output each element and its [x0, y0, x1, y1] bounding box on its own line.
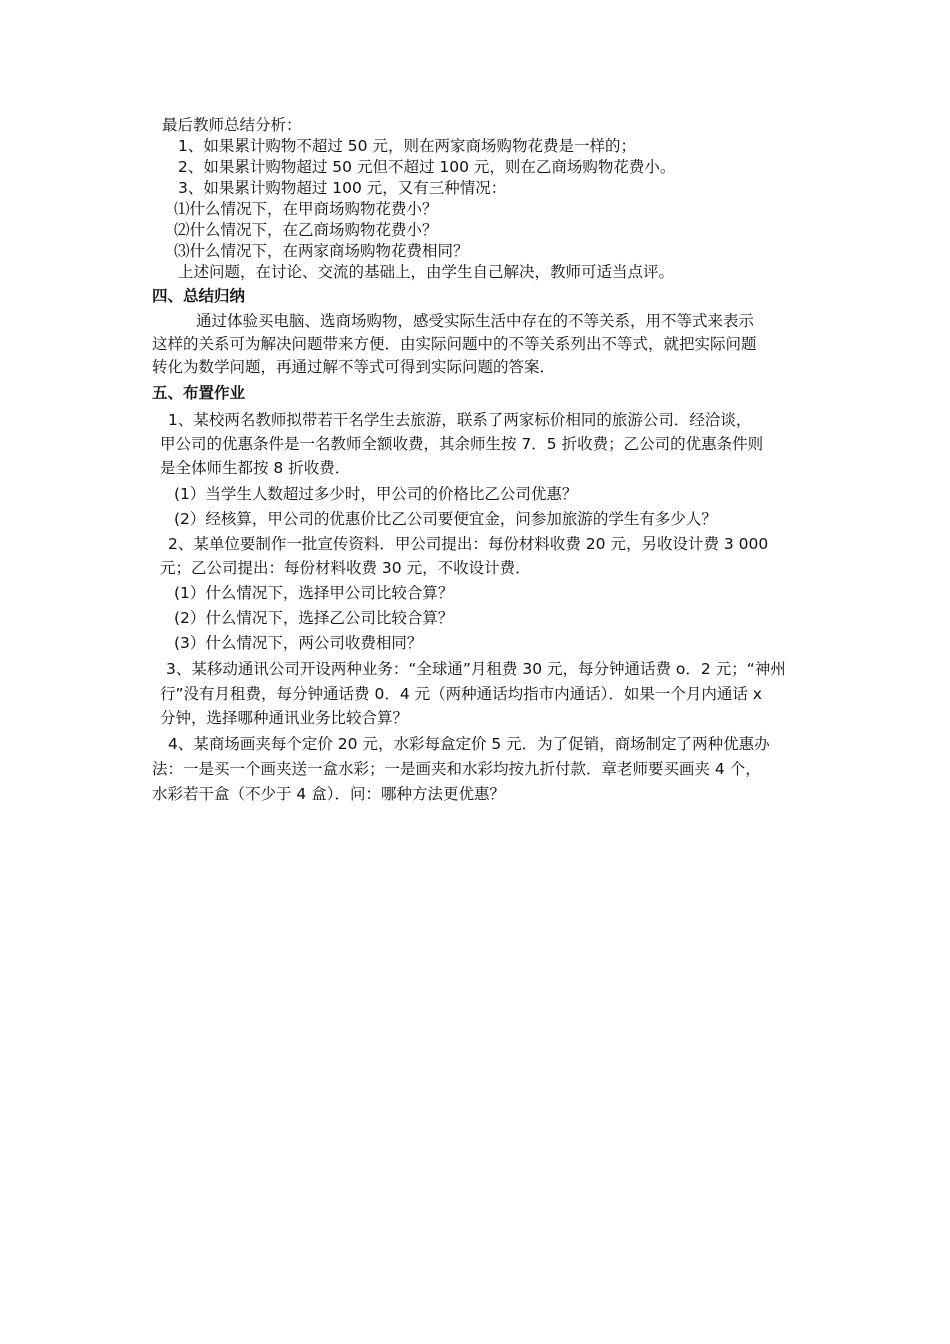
q4-line-2: 法：一是买一个画夹送一盒水彩；一是画夹和水彩均按九折付款．章老师要买画夹 4 个，	[152, 760, 761, 778]
summary-case-1: ⑴什么情况下，在甲商场购物花费小？	[174, 200, 438, 218]
section-4-line-1: 通过体验买电脑、选商场购物，感受实际生活中存在的不等关系，用不等式来表示	[196, 312, 755, 330]
q1-line-2: 甲公司的优惠条件是一名教师全额收费，其余师生按 7．5 折收费；乙公司的优惠条件则	[160, 435, 764, 453]
summary-item-2: 2、如果累计购物超过 50 元但不超过 100 元，则在乙商场购物花费小。	[178, 158, 676, 176]
q3-line-1: 3、某移动通讯公司开设两种业务：“全球通”月租费 30 元，每分钟通话费 o．2 元；“神州	[166, 660, 786, 678]
q1-sub-2: (2）经核算，甲公司的优惠价比乙公司要便宜金，问参加旅游的学生有多少人？	[174, 510, 717, 528]
summary-item-1: 1、如果累计购物不超过 50 元，则在两家商场购物花费是一样的；	[178, 137, 636, 155]
q4-line-3: 水彩若干盒（不少于 4 盒）．问：哪种方法更优惠？	[152, 785, 505, 803]
summary-note: 上述问题，在讨论、交流的基础上，由学生自己解决，教师可适当点评。	[178, 263, 675, 281]
summary-item-3: 3、如果累计购物超过 100 元，又有三种情况：	[178, 179, 507, 197]
q2-sub-3: (3）什么情况下，两公司收费相同？	[174, 634, 423, 652]
q2-sub-1: (1）什么情况下，选择甲公司比较合算？	[174, 584, 454, 602]
q2-line-2: 元；乙公司提出：每份材料收费 30 元，不收设计费．	[160, 559, 531, 577]
summary-case-2: ⑵什么情况下，在乙商场购物花费小？	[174, 221, 438, 239]
q1-sub-1: (1）当学生人数超过多少时，甲公司的价格比乙公司优惠？	[174, 485, 578, 503]
q3-line-2: 行”没有月租费，每分钟通话费 0．4 元（两种通话均指市内通话）．如果一个月内通话 x	[160, 685, 762, 703]
section-4-line-3: 转化为数学问题，再通过解不等式可得到实际问题的答案．	[152, 358, 556, 376]
summary-case-3: ⑶什么情况下，在两家商场购物花费相同？	[174, 242, 469, 260]
q2-sub-2: (2）什么情况下，选择乙公司比较合算？	[174, 609, 454, 627]
q1-line-3: 是全体师生都按 8 折收费．	[160, 459, 351, 477]
section-4-line-2: 这样的关系可为解决问题带来方便．由实际问题中的不等关系列出不等式，就把实际问题	[152, 335, 757, 353]
section-4-heading: 四、总结归纳	[152, 287, 246, 305]
summary-intro: 最后教师总结分析：	[162, 116, 302, 134]
q1-line-1: 1、某校两名教师拟带若干名学生去旅游，联系了两家标价相同的旅游公司．经洽谈，	[168, 411, 752, 429]
section-5-heading: 五、布置作业	[152, 384, 246, 402]
q2-line-1: 2、某单位要制作一批宣传资料．甲公司提出：每份材料收费 20 元，另收设计费 3 000	[168, 535, 769, 553]
q3-line-3: 分钟，选择哪种通讯业务比较合算？	[160, 709, 409, 727]
q4-line-1: 4、某商场画夹每个定价 20 元，水彩每盒定价 5 元．为了促销，商场制定了两种优惠办	[168, 735, 770, 753]
